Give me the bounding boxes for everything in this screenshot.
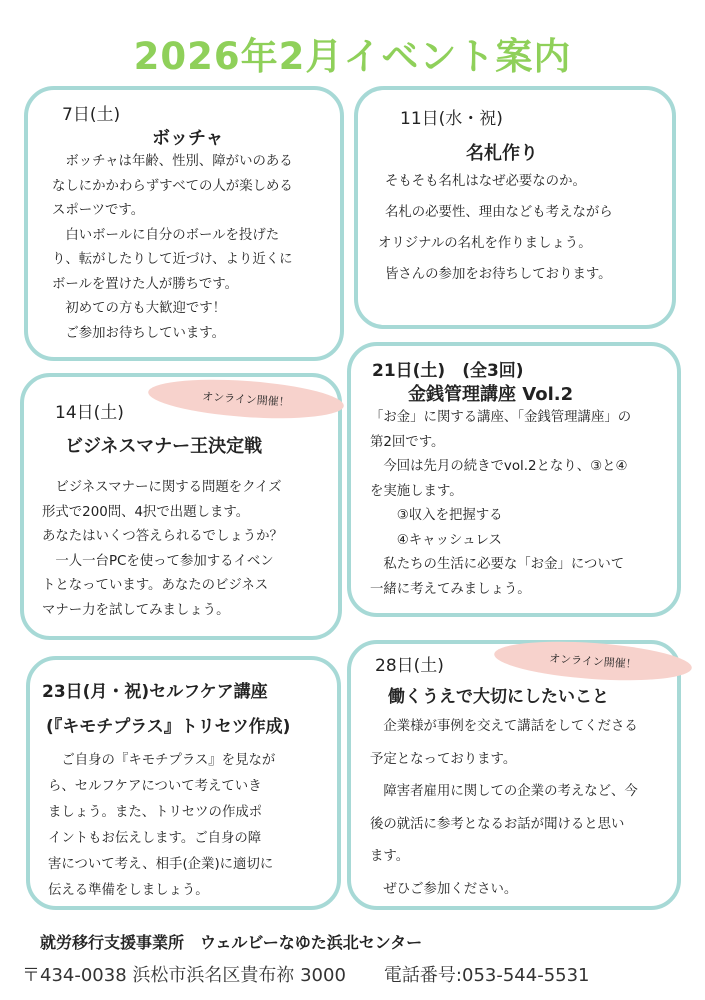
contact-line [22, 961, 590, 987]
event-description: 「お金」に関する講座、「金銭管理講座」の 第2回です。 今回は先月の続きでvol.2となり、③と④ を実施します。 ③収入を把握する ④キャッシュレス 私たちの生活に必要な「お金」について 一緒に考えてみましょう。 [370, 410, 632, 597]
event-heading: 金銭管理講座 Vol.2 [408, 384, 574, 405]
event-heading: ボッチャ [152, 128, 224, 149]
phone-number: 電話番号:053-544-5531 [383, 965, 590, 986]
event-date: 28日(土) [375, 656, 444, 676]
event-date: 7日(土) [62, 105, 121, 125]
event-heading: 名札作り [466, 143, 538, 164]
address: 〒434-0038 浜松市浜名区貴布祢 3000 [22, 965, 346, 986]
event-description: 企業様が事例を交えて講話をしてくださる 予定となっております。 障害者雇用に関しての企業の考えなど、今 後の就活に参考となるお話が聞けると思い ます。 ぜひご参加ください。 [370, 719, 638, 897]
event-heading: (『キモチプラス』トリセツ作成) [46, 717, 291, 737]
event-date: 23日(月・祝)セルフケア講座 [42, 682, 268, 702]
page-title: 2026年2月イベント案内 [133, 35, 572, 78]
event-heading: ビジネスマナー王決定戦 [65, 436, 263, 457]
event-date: 11日(水・祝) [400, 109, 503, 129]
online-badge: オンライン開催！ [493, 636, 693, 686]
event-description: ご自身の『キモチプラス』を見なが ら、セルフケアについて考えていき ましょう。また、トリセツの作成ポ イントもお伝えします。ご自身の障 害について考え、相手(企業)に適切に 伝える準備をしましょう。 [48, 753, 276, 898]
event-description: そもそも名札はなぜ必要なのか。 名札の必要性、理由なども考えながら オリジナルの名札を作りましょう。 皆さんの参加をお待ちしております。 [378, 174, 613, 282]
event-description: ビジネスマナーに関する問題をクイズ 形式で200問、4択で出題します。 あなたはいくつ答えられるでしょうか？ 一人一台PCを使って参加するイベン トとなっています。あなたのビジネス マナー力を試してみましょう。 [42, 480, 283, 618]
event-heading: 働くうえで大切にしたいこと [388, 687, 609, 707]
organization-name: 就労移行支援事業所 ウェルビーなゆた浜北センター [40, 933, 423, 952]
event-date: 14日(土) [55, 403, 124, 423]
online-badge: オンライン開催！ [147, 374, 345, 424]
event-date: 21日(土) (全3回) [372, 361, 524, 381]
event-description: ボッチャは年齢、性別、障がいのある なしにかかわらずすべての人が楽しめる スポーツです。 白いボールに自分のボールを投げた り、転がしたりして近づけ、より近くに ボールを置けた人が勝ちです。 初めての方も大歓迎です！ ご参加お待ちしています。 [52, 154, 293, 341]
